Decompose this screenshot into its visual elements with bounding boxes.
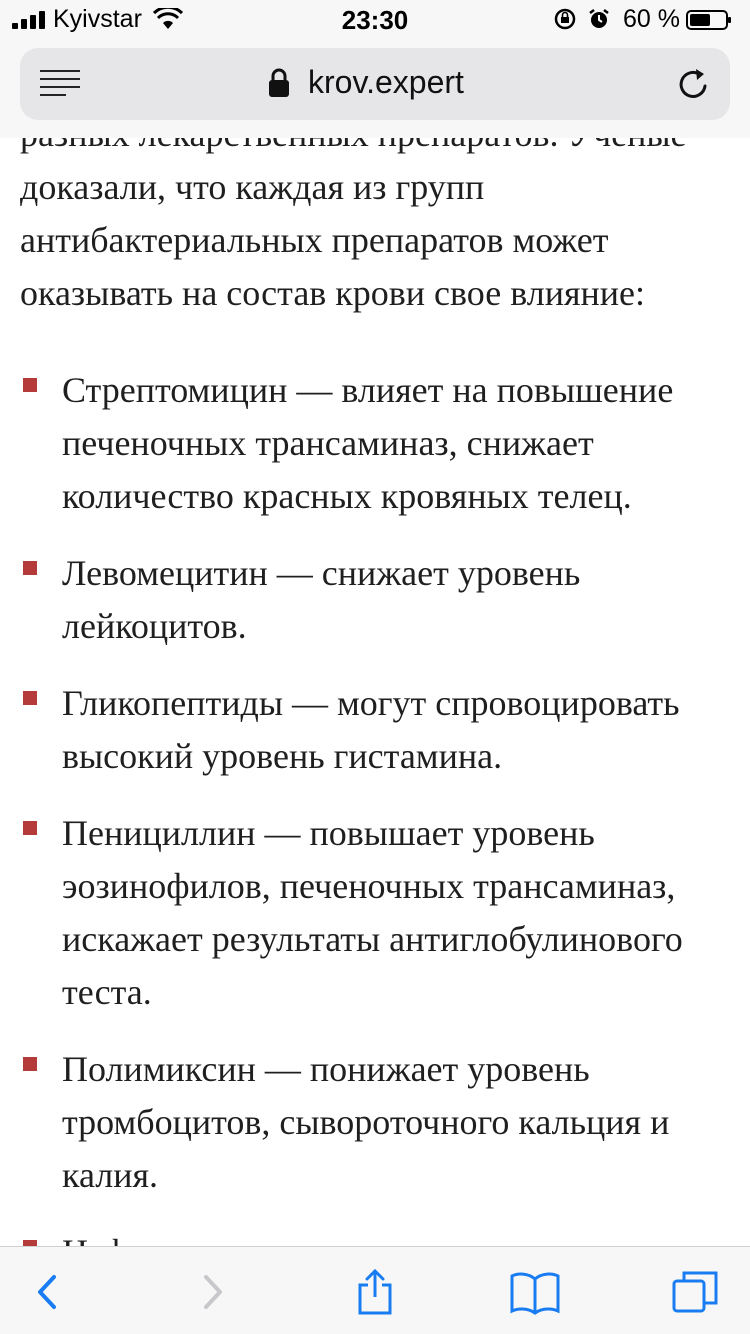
reload-icon[interactable] xyxy=(676,66,712,102)
status-bar xyxy=(0,0,750,40)
intro-paragraph: доказали, что каждая из групп антибактериальных препаратов может оказывать на состав крови свое влияние: xyxy=(20,167,646,313)
bullet-marker xyxy=(23,1057,37,1071)
bullet-marker xyxy=(23,561,37,575)
clock-time: 23:30 xyxy=(341,5,409,35)
list-item xyxy=(0,677,722,783)
list-item-text: Гликопептиды — могут спровоцировать высокий уровень гистамина. xyxy=(62,683,680,776)
carrier-name: Kyivstar xyxy=(53,5,142,33)
list-item xyxy=(0,807,722,1019)
list-item-text: Пенициллин — повышает уровень эозинофилов, печеночных трансаминаз, искажает результаты антиглобулинового теста. xyxy=(62,813,683,1012)
list-item-text: Левомецитин — снижает уровень лейкоцитов. xyxy=(62,553,581,646)
rotation-lock-icon xyxy=(554,8,576,30)
browser-bottom-toolbar xyxy=(0,1246,750,1334)
list-item xyxy=(0,1043,722,1202)
browser-top-chrome xyxy=(0,0,750,138)
list-item-text: Полимиксин — понижает уровень тромбоцитов, сывороточного кальция и калия. xyxy=(62,1049,670,1195)
share-icon[interactable] xyxy=(350,1267,400,1317)
list-item xyxy=(0,547,722,653)
battery-icon xyxy=(686,10,732,30)
tabs-icon[interactable] xyxy=(670,1267,720,1317)
list-item-text: Стрептомицин — влияет на повышение печеночных трансаминаз, снижает количество красных кровяных телец. xyxy=(62,370,674,516)
antibiotics-list xyxy=(0,364,750,1334)
bullet-marker xyxy=(23,821,37,835)
chevron-right-icon[interactable] xyxy=(186,1267,236,1317)
bullet-marker xyxy=(23,378,37,392)
battery-percent: 60 % xyxy=(623,5,680,33)
address-bar[interactable] xyxy=(20,48,730,120)
book-icon[interactable] xyxy=(510,1267,560,1317)
reader-menu-icon[interactable] xyxy=(40,68,80,100)
list-item xyxy=(0,364,722,523)
alarm-icon xyxy=(588,8,610,30)
lock-icon xyxy=(268,68,290,98)
bullet-marker xyxy=(23,691,37,705)
url-text[interactable]: krov.expert xyxy=(308,64,464,100)
chevron-left-icon[interactable] xyxy=(24,1267,74,1317)
